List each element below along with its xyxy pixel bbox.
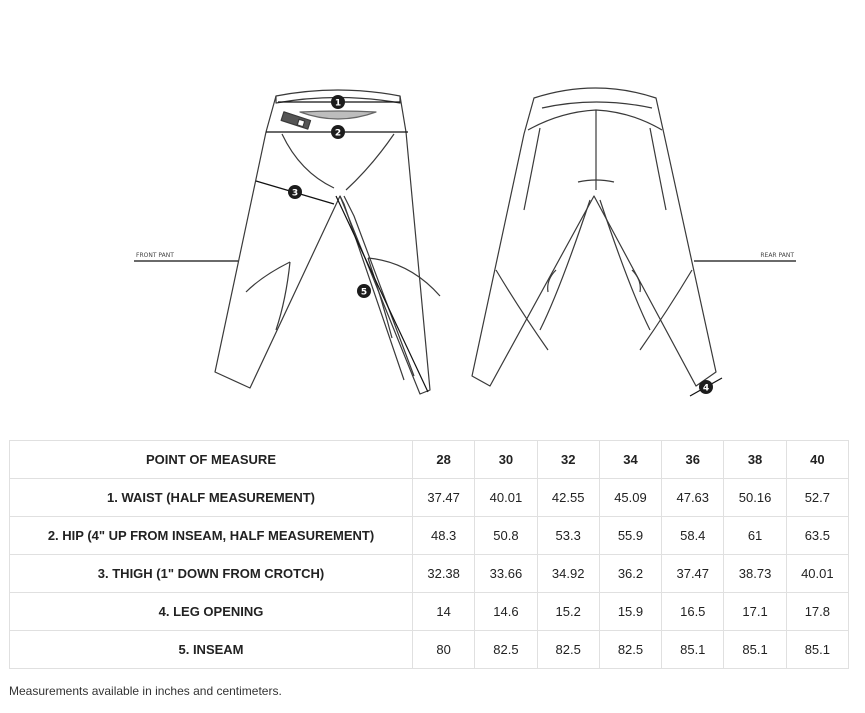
table-cell: 37.47 — [413, 479, 475, 517]
table-cell: 82.5 — [599, 631, 661, 669]
svg-text:4: 4 — [702, 383, 710, 394]
table-cell: 53.3 — [537, 517, 599, 555]
table-cell: 14.6 — [475, 593, 537, 631]
table-cell: 82.5 — [537, 631, 599, 669]
table-cell: 50.16 — [724, 479, 786, 517]
table-cell: 85.1 — [724, 631, 786, 669]
table-cell: 40.01 — [475, 479, 537, 517]
table-cell: 15.2 — [537, 593, 599, 631]
measure-label: 3. THIGH (1" DOWN FROM CROTCH) — [10, 555, 413, 593]
measure-label: 4. LEG OPENING — [10, 593, 413, 631]
table-cell: 40.01 — [786, 555, 848, 593]
table-header-row — [10, 441, 849, 479]
table-cell: 85.1 — [662, 631, 724, 669]
table-cell: 14 — [413, 593, 475, 631]
table-cell: 82.5 — [475, 631, 537, 669]
table-row — [10, 631, 849, 669]
table-cell: 15.9 — [599, 593, 661, 631]
table-cell: 48.3 — [413, 517, 475, 555]
svg-text:2: 2 — [334, 128, 342, 139]
marker-3 — [288, 185, 302, 199]
svg-text:3: 3 — [291, 188, 299, 199]
measure-label: 2. HIP (4" UP FROM INSEAM, HALF MEASUREMENT) — [10, 517, 413, 555]
svg-text:5: 5 — [360, 287, 368, 298]
measurement-footnote: Measurements available in inches and centimeters. — [9, 684, 282, 698]
svg-text:1: 1 — [334, 98, 342, 109]
size-header: 40 — [786, 441, 848, 479]
size-header: 28 — [413, 441, 475, 479]
table-cell: 50.8 — [475, 517, 537, 555]
table-cell: 36.2 — [599, 555, 661, 593]
table-cell: 58.4 — [662, 517, 724, 555]
table-cell: 16.5 — [662, 593, 724, 631]
size-header: 38 — [724, 441, 786, 479]
point-of-measure-header: POINT OF MEASURE — [10, 441, 413, 479]
front-pant-label: FRONT PANT — [136, 252, 174, 259]
size-chart-table — [9, 440, 849, 669]
table-cell: 17.1 — [724, 593, 786, 631]
table-cell: 47.63 — [662, 479, 724, 517]
marker-5 — [357, 284, 371, 298]
table-cell: 34.92 — [537, 555, 599, 593]
table-row — [10, 479, 849, 517]
size-header: 30 — [475, 441, 537, 479]
size-header: 32 — [537, 441, 599, 479]
table-row — [10, 593, 849, 631]
size-header: 36 — [662, 441, 724, 479]
table-cell: 63.5 — [786, 517, 848, 555]
table-row — [10, 555, 849, 593]
marker-1 — [331, 95, 345, 109]
table-cell: 38.73 — [724, 555, 786, 593]
table-cell: 52.7 — [786, 479, 848, 517]
marker-4 — [699, 380, 713, 394]
table-cell: 42.55 — [537, 479, 599, 517]
measure-label: 5. INSEAM — [10, 631, 413, 669]
front-pant-illustration — [215, 90, 440, 394]
rear-pant-label: REAR PANT — [760, 252, 794, 259]
table-cell: 85.1 — [786, 631, 848, 669]
marker-2 — [331, 125, 345, 139]
table-cell: 37.47 — [662, 555, 724, 593]
table-row — [10, 517, 849, 555]
table-cell: 55.9 — [599, 517, 661, 555]
table-cell: 80 — [413, 631, 475, 669]
table-cell: 17.8 — [786, 593, 848, 631]
table-cell: 32.38 — [413, 555, 475, 593]
rear-pant-illustration — [472, 88, 716, 386]
table-cell: 61 — [724, 517, 786, 555]
measure-label: 1. WAIST (HALF MEASUREMENT) — [10, 479, 413, 517]
size-header: 34 — [599, 441, 661, 479]
table-cell: 33.66 — [475, 555, 537, 593]
table-cell: 45.09 — [599, 479, 661, 517]
